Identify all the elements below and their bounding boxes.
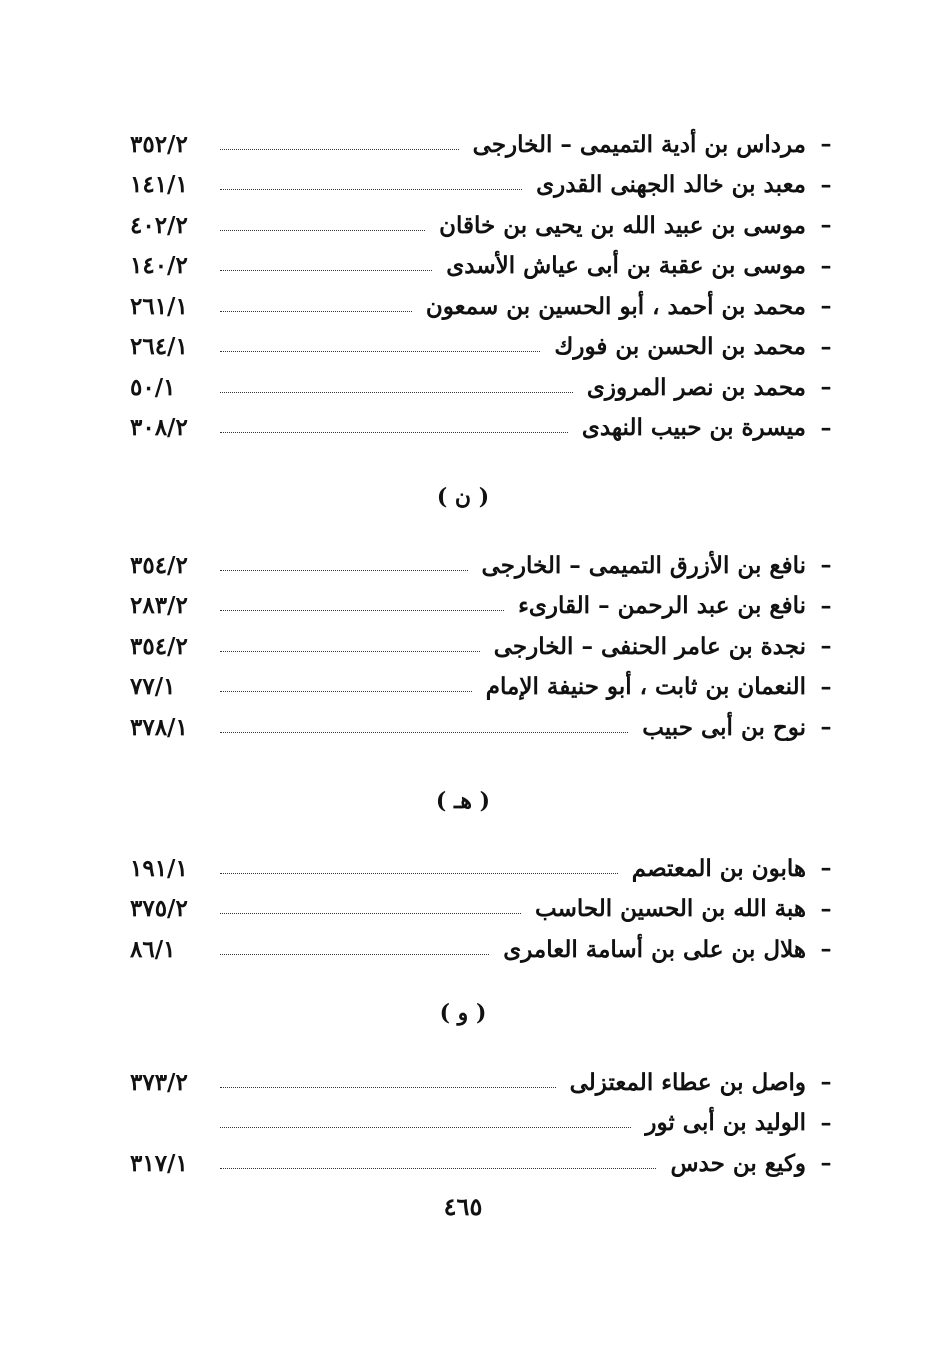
entry-dash: – <box>820 252 832 279</box>
index-section-noon <box>130 545 836 748</box>
entry-dash: – <box>820 212 832 239</box>
entry-dash: – <box>820 552 832 579</box>
index-entry <box>130 1143 836 1184</box>
index-section-waw <box>130 1062 836 1184</box>
entry-dash: – <box>820 714 832 741</box>
index-section-haa <box>130 848 836 970</box>
index-entry <box>130 205 836 246</box>
entry-dash: – <box>820 374 832 401</box>
entry-reference: ٣٧٣/٢ <box>130 1068 188 1096</box>
entry-dash: – <box>820 936 832 963</box>
leader-dots <box>220 732 628 733</box>
entry-name: وكيع بن حدس <box>670 1149 806 1177</box>
leader-dots <box>220 270 432 271</box>
index-entry <box>130 408 836 449</box>
entry-dash: – <box>820 131 832 158</box>
entry-name: نافع بن الأزرق التميمى – الخارجى <box>481 551 806 579</box>
index-entry <box>130 1062 836 1103</box>
entry-name: الوليد بن أبى ثور <box>645 1109 806 1137</box>
leader-dots <box>220 1168 656 1169</box>
entry-dash: – <box>820 1150 832 1177</box>
entry-name: النعمان بن ثابت ، أبو حنيفة الإمام <box>485 673 806 701</box>
entry-dash: – <box>820 1069 832 1096</box>
entry-reference: ٣١٧/١ <box>130 1149 188 1177</box>
entry-name: ميسرة بن حبيب النهدى <box>581 414 806 442</box>
entry-name: محمد بن نصر المروزى <box>586 373 806 401</box>
entry-name: واصل بن عطاء المعتزلى <box>569 1068 806 1096</box>
entry-reference: ٣٥٤/٢ <box>130 632 188 660</box>
entry-reference: ٣٧٥/٢ <box>130 895 188 923</box>
index-entry <box>130 889 836 930</box>
index-entry <box>130 707 836 748</box>
section-heading-waw: ( و ) <box>439 1000 487 1026</box>
index-entry <box>130 327 836 368</box>
entry-dash: – <box>820 673 832 700</box>
leader-dots <box>220 230 425 231</box>
leader-dots <box>220 392 573 393</box>
entry-name: هبة الله بن الحسين الحاسب <box>534 895 806 923</box>
entry-name: نوح بن أبى حبيب <box>642 713 806 741</box>
entry-dash: – <box>820 855 832 882</box>
index-entry <box>130 667 836 708</box>
leader-dots <box>220 954 489 955</box>
entry-name: محمد بن أحمد ، أبو الحسين بن سمعون <box>425 292 806 320</box>
entry-name: مرداس بن أدية التميمى – الخارجى <box>472 130 806 158</box>
entry-dash: – <box>820 171 832 198</box>
index-entry <box>130 545 836 586</box>
index-entry <box>130 626 836 667</box>
entry-name: هابون بن المعتصم <box>631 854 806 882</box>
leader-dots <box>220 873 618 874</box>
entry-reference: ٧٧/١ <box>130 673 176 701</box>
entry-dash: – <box>820 293 832 320</box>
leader-dots <box>220 311 412 312</box>
index-entry <box>130 165 836 206</box>
entry-reference: ١٤١/١ <box>130 171 188 199</box>
leader-dots <box>220 1087 556 1088</box>
entry-name: محمد بن الحسن بن فورك <box>554 333 806 361</box>
leader-dots <box>220 432 568 433</box>
entry-dash: – <box>820 592 832 619</box>
entry-reference: ٢٦٤/١ <box>130 333 188 361</box>
entry-dash: – <box>820 414 832 441</box>
entry-name: موسى بن عبيد الله بن يحيى بن خاقان <box>439 211 806 239</box>
section-heading-noon: ( ن ) <box>436 484 490 510</box>
leader-dots <box>220 610 504 611</box>
entry-reference: ٢٨٣/٢ <box>130 592 188 620</box>
entry-name: معبد بن خالد الجهنى القدرى <box>536 171 806 199</box>
leader-dots <box>220 570 468 571</box>
entry-reference: ٨٦/١ <box>130 935 176 963</box>
leader-dots <box>220 691 472 692</box>
entry-reference: ١٤٠/٢ <box>130 252 188 280</box>
index-section-meem <box>130 124 836 448</box>
index-entry <box>130 367 836 408</box>
leader-dots <box>220 651 480 652</box>
entry-reference: ٣٧٨/١ <box>130 713 188 741</box>
index-entry <box>130 286 836 327</box>
entry-reference: ٣٠٨/٢ <box>130 414 188 442</box>
entry-reference: ٣٥٤/٢ <box>130 551 188 579</box>
entry-dash: – <box>820 333 832 360</box>
entry-dash: – <box>820 633 832 660</box>
entry-name: هلال بن على بن أسامة العامرى <box>503 935 806 963</box>
leader-dots <box>220 913 521 914</box>
entry-dash: – <box>820 1109 832 1136</box>
index-entry <box>130 124 836 165</box>
index-entry <box>130 1103 836 1144</box>
entry-reference: ١٩١/١ <box>130 854 188 882</box>
entry-name: نجدة بن عامر الحنفى – الخارجى <box>493 632 806 660</box>
entry-dash: – <box>820 895 832 922</box>
index-entry <box>130 929 836 970</box>
section-heading-haa: ( هـ ) <box>435 788 491 814</box>
leader-dots <box>220 1127 631 1128</box>
page-number: ٤٦٥ <box>443 1192 483 1221</box>
entry-reference: ٢٦١/١ <box>130 292 188 320</box>
entry-name: نافع بن عبد الرحمن – القارىء <box>518 592 806 620</box>
leader-dots <box>220 189 522 190</box>
entry-name: موسى بن عقبة بن أبى عياش الأسدى <box>446 252 806 280</box>
index-entry <box>130 586 836 627</box>
leader-dots <box>220 351 540 352</box>
entry-reference: ٥٠/١ <box>130 373 176 401</box>
index-entry <box>130 246 836 287</box>
leader-dots <box>220 149 459 150</box>
index-entry <box>130 848 836 889</box>
entry-reference: ٤٠٢/٢ <box>130 211 188 239</box>
entry-reference: ٣٥٢/٢ <box>130 130 188 158</box>
